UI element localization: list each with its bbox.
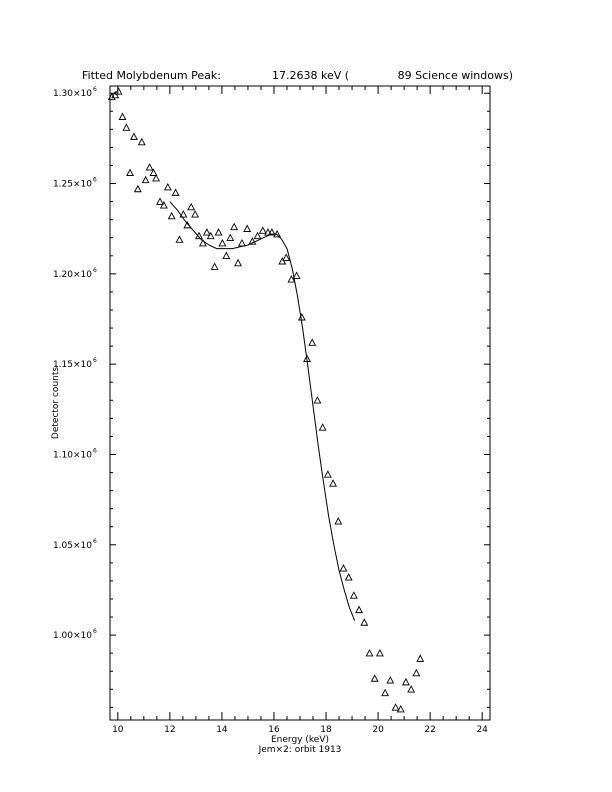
data-point bbox=[244, 225, 250, 231]
data-point bbox=[208, 233, 214, 239]
data-point bbox=[161, 202, 167, 208]
y-tick-label: 1.05×10 bbox=[52, 540, 92, 551]
x-tick-label: 16 bbox=[268, 725, 280, 735]
data-point bbox=[314, 397, 320, 403]
data-point bbox=[223, 253, 229, 259]
x-tick-label: 22 bbox=[424, 725, 436, 735]
chart-title-energy: 17.2638 keV ( bbox=[272, 69, 350, 82]
data-point bbox=[371, 675, 377, 681]
x-axis-label: Energy (keV) bbox=[271, 735, 329, 745]
data-point bbox=[417, 655, 423, 661]
data-point bbox=[325, 471, 331, 477]
data-point bbox=[299, 314, 305, 320]
y-tick-exponent: 6 bbox=[93, 447, 97, 455]
data-point bbox=[123, 124, 129, 130]
data-point bbox=[142, 177, 148, 183]
data-point bbox=[168, 213, 174, 219]
x-tick-label: 12 bbox=[164, 725, 176, 735]
data-point bbox=[239, 240, 245, 246]
data-point bbox=[377, 650, 383, 656]
chart-title-left: Fitted Molybdenum Peak: bbox=[82, 69, 221, 82]
data-point bbox=[340, 565, 346, 571]
data-point bbox=[403, 679, 409, 685]
y-tick-exponent: 6 bbox=[93, 628, 97, 636]
data-point bbox=[387, 677, 393, 683]
data-point bbox=[135, 186, 141, 192]
y-tick-exponent: 6 bbox=[93, 86, 97, 94]
y-tick-label: 1.30×10 bbox=[52, 89, 92, 100]
data-point bbox=[335, 518, 341, 524]
x-axis bbox=[112, 86, 488, 735]
data-point bbox=[211, 263, 217, 269]
data-point bbox=[219, 240, 225, 246]
data-point bbox=[215, 229, 221, 235]
data-point bbox=[345, 574, 351, 580]
data-point bbox=[279, 258, 285, 264]
data-point bbox=[227, 235, 233, 241]
y-tick-exponent: 6 bbox=[93, 176, 97, 184]
data-point bbox=[180, 211, 186, 217]
data-point bbox=[165, 184, 171, 190]
y-axis-label: Detector counts bbox=[51, 366, 61, 440]
x-tick-label: 10 bbox=[112, 725, 124, 735]
data-point bbox=[309, 339, 315, 345]
fit-curve bbox=[170, 202, 355, 621]
data-point bbox=[115, 88, 121, 94]
y-tick-label: 1.20×10 bbox=[52, 269, 92, 280]
data-point bbox=[366, 650, 372, 656]
data-point bbox=[408, 686, 414, 692]
data-point bbox=[260, 227, 266, 233]
y-tick-exponent: 6 bbox=[93, 537, 97, 545]
data-point bbox=[172, 189, 178, 195]
chart-title-windows: 89 Science windows) bbox=[397, 69, 513, 82]
x-tick-label: 18 bbox=[320, 725, 332, 735]
data-point bbox=[146, 164, 152, 170]
plot-frame bbox=[110, 86, 490, 720]
data-point bbox=[127, 170, 133, 176]
data-point bbox=[413, 670, 419, 676]
data-point bbox=[361, 619, 367, 625]
data-point bbox=[235, 260, 241, 266]
x-tick-label: 20 bbox=[372, 725, 384, 735]
data-point bbox=[131, 133, 137, 139]
data-point bbox=[392, 704, 398, 710]
data-points bbox=[109, 88, 424, 712]
data-point bbox=[293, 272, 299, 278]
y-tick-exponent: 6 bbox=[93, 357, 97, 365]
data-point bbox=[157, 198, 163, 204]
data-point bbox=[176, 236, 182, 242]
x-tick-label: 14 bbox=[216, 725, 228, 735]
data-point bbox=[204, 229, 210, 235]
data-point bbox=[356, 607, 362, 613]
data-point bbox=[382, 690, 388, 696]
x-tick-label: 24 bbox=[476, 725, 488, 735]
y-tick-exponent: 6 bbox=[93, 266, 97, 274]
y-axis bbox=[53, 86, 490, 707]
data-point bbox=[192, 211, 198, 217]
y-tick-label: 1.10×10 bbox=[52, 450, 92, 461]
data-point bbox=[330, 480, 336, 486]
y-tick-label: 1.15×10 bbox=[52, 360, 92, 371]
data-point bbox=[319, 424, 325, 430]
y-tick-label: 1.25×10 bbox=[52, 179, 92, 190]
data-point bbox=[231, 224, 237, 230]
data-point bbox=[139, 139, 145, 145]
footer-label: Jem×2: orbit 1913 bbox=[258, 745, 342, 755]
data-point bbox=[188, 204, 194, 210]
data-point bbox=[351, 592, 357, 598]
data-point bbox=[184, 222, 190, 228]
y-tick-label: 1.00×10 bbox=[52, 631, 92, 642]
data-point bbox=[119, 114, 125, 120]
